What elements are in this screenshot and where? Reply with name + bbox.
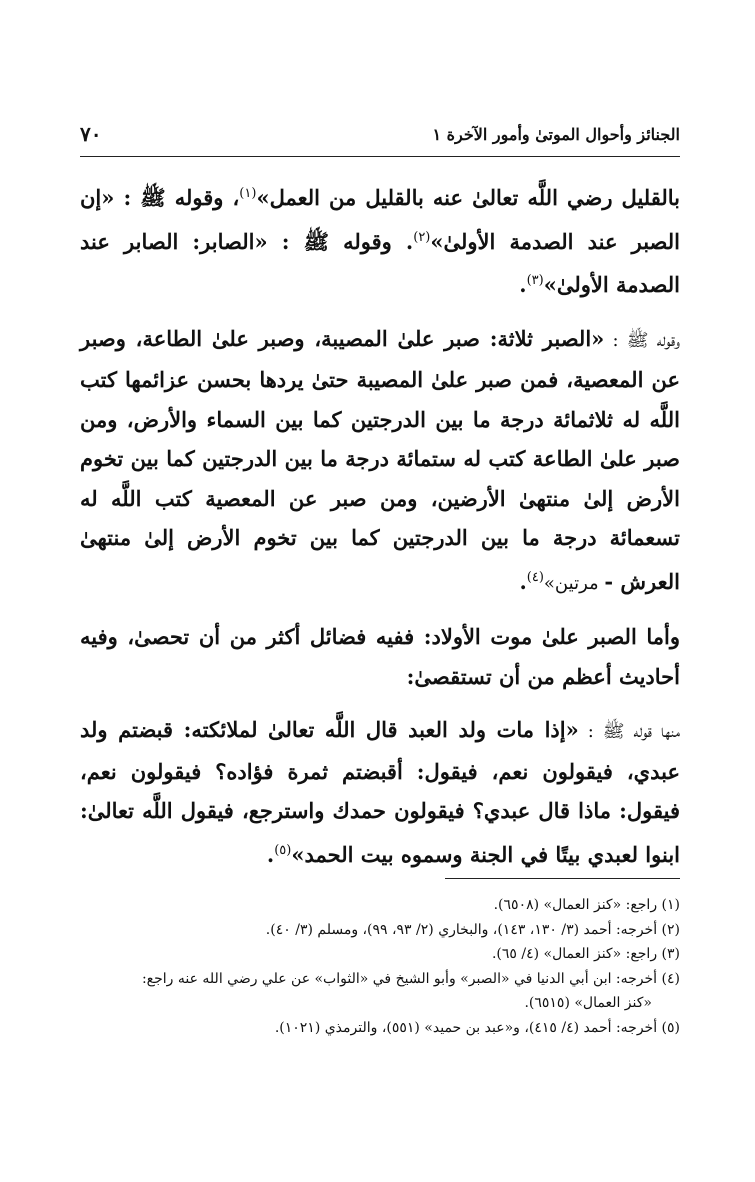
paragraph-2: [80, 319, 680, 604]
footnote-2: (٢) أخرجه: أحمد (٣/ ١٣٠، ١٤٣)، والبخاري (٢/ ٩٣، ٩٩)، ومسلم (٣/ ٤٠).: [265, 921, 680, 938]
p2-text-b: .: [519, 568, 527, 594]
main-text: [80, 174, 680, 888]
footnote-1: (١) راجع: «كنز العمال» (٦٥٠٨).: [493, 897, 680, 913]
p3-text: وأما الصبر علىٰ موت الأولاد: ففيه فضائل أكثر من أن تحصىٰ، وفيه أحاديث أعظم من أن تستقصىٰ:: [80, 624, 680, 689]
footnote-ref-2[interactable]: (٢): [413, 229, 431, 245]
footnote-ref-4[interactable]: (٤): [526, 569, 544, 585]
footnote-ref-1[interactable]: (١): [239, 186, 257, 201]
footnote-ref-5[interactable]: (٥): [274, 842, 292, 858]
p4-text-b: .: [266, 841, 275, 867]
p1-text-c: . وقوله ﷺ : «الصابر: الصابر عند الصدمة الأولىٰ»: [80, 228, 680, 297]
footnote-divider: [445, 878, 680, 879]
paragraph-4: [80, 710, 680, 874]
p1-text-a: بالقليل رضي اللَّه تعالىٰ عنه بالقليل من العمل»: [256, 185, 680, 210]
p4-lead: منها قوله ﷺ :: [578, 721, 681, 742]
paragraph-3: [80, 617, 680, 696]
header-divider: [80, 156, 680, 157]
footnote-5: (٥) أخرجه: أحمد (٤/ ٤١٥)، و«عبد بن حميد» (٥٥١)، والترمذي (١٠٢١).: [274, 1019, 680, 1036]
page-header: [80, 118, 680, 150]
running-title: الجنائز وأحوال الموتىٰ وأمور الآخرة ١: [432, 124, 680, 144]
footnotes: [80, 893, 680, 1040]
footnote-4: (٤) أخرجه: ابن أبي الدنيا في «الصبر» وأبو الشيخ في «الثواب» عن علي رضي الله عنه راجع:: [141, 970, 680, 987]
footnote-3: (٣) راجع: «كنز العمال» (٤/ ٦٥).: [491, 946, 680, 962]
footnote-ref-3[interactable]: (٣): [526, 273, 544, 288]
p1-text-b: ، وقوله ﷺ : «إن الصبر عند الصدمة الأولىٰ»: [80, 185, 680, 254]
page-number: ٧٠: [80, 122, 102, 146]
p2-lead: وقوله ﷺ :: [604, 329, 680, 351]
paragraph-1: [80, 174, 680, 305]
p2-tail: مرتين»: [543, 572, 605, 594]
p4-text-a: «إذا مات ولد العبد قال اللَّه تعالىٰ لملائكته: قبضتم ولد عبدي، فيقولون نعم، فيقول: أقبضتم ثمرة فؤاده؟ فيقولون نعم، فيقول: ماذا قال عبدي؟ فيقولون حمدك واسترجع، فيقول اللَّه تعالىٰ: ابنوا لعبدي بيتًا في الجنة وسموه بيت الحمد»: [80, 717, 680, 867]
p1-text-d: .: [519, 272, 527, 297]
p2-text-a: «الصبر ثلاثة: صبر علىٰ المصيبة، وصبر علىٰ الطاعة، وصبر عن المعصية، فمن صبر علىٰ المصيبة حتىٰ يردها بحسن عزائمها كتب اللَّه له ثلاثمائة درجة ما بين الدرجتين كما بين السماء والأرض، ومن صبر علىٰ الطاعة كتب له ستمائة درجة ما بين الدرجتين كما بين تخوم الأرض إلىٰ منتهىٰ الأرضين، ومن صبر عن المعصية كتب اللَّه له تسعمائة درجة ما بين الدرجتين كما بين تخوم الأرض إلىٰ منتهىٰ العرش -: [80, 325, 680, 594]
footnote-4-continued: «كنز العمال» (٦٥١٥).: [524, 995, 652, 1011]
